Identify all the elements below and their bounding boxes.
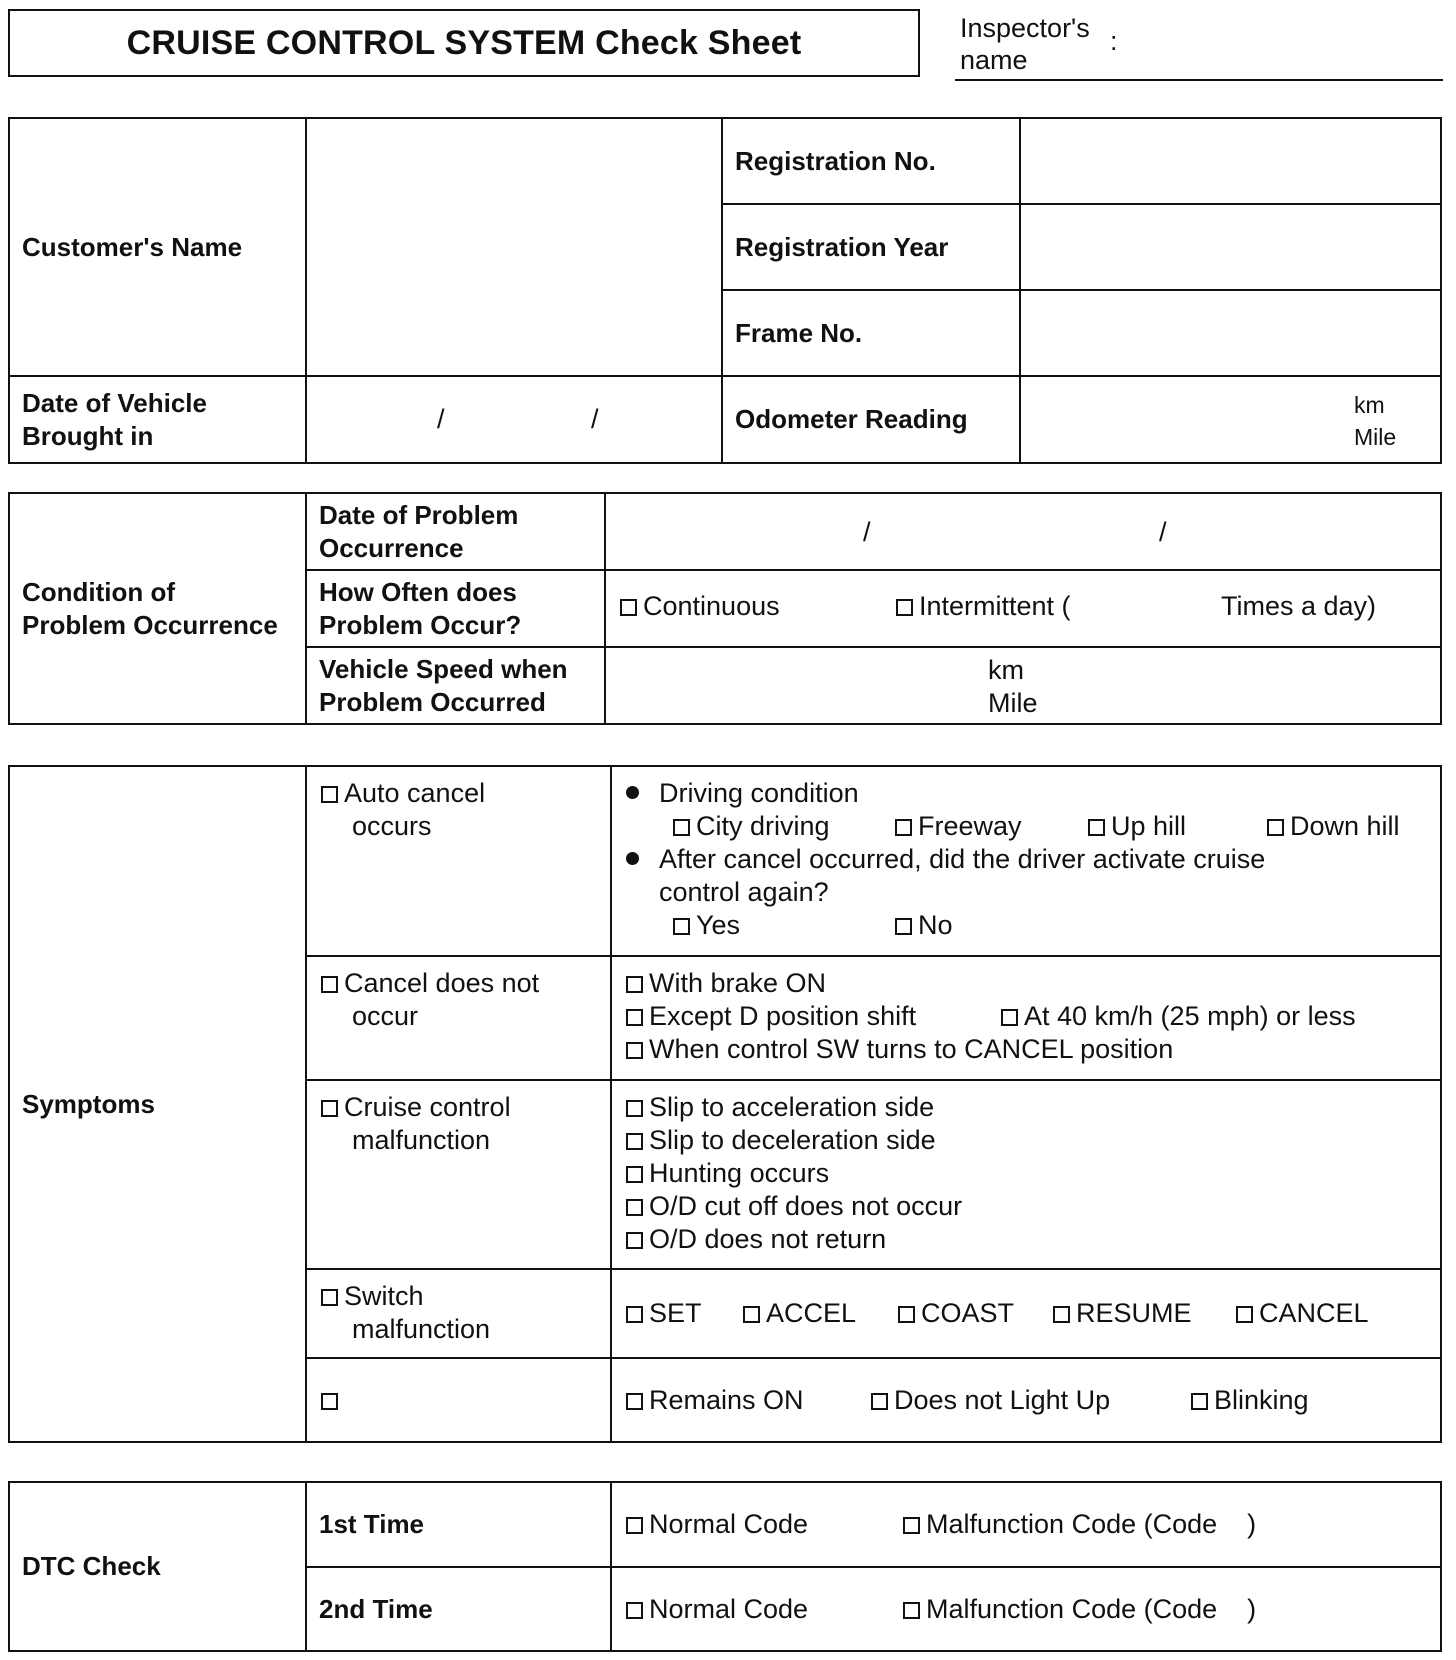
customer-name-field[interactable] (306, 118, 722, 376)
checkbox[interactable] (1236, 1306, 1253, 1323)
checkbox[interactable] (626, 1306, 643, 1323)
label-text: After cancel occurred, did the driver activate cruise (659, 844, 1266, 874)
option-set[interactable] (626, 1297, 743, 1330)
checkbox[interactable] (626, 1232, 643, 1249)
switch-malfunction-label-line1 (321, 1280, 596, 1313)
auto-cancel-label-line2: occurs (352, 811, 432, 841)
label-text: Slip to acceleration side (649, 1092, 935, 1122)
unit-mile: Mile (988, 688, 1038, 718)
option-remains-on[interactable] (626, 1384, 871, 1417)
unit-km: km (1354, 392, 1385, 418)
checkbox[interactable] (321, 1100, 338, 1117)
date-brought-field[interactable] (306, 376, 722, 463)
label-text: Switch (344, 1281, 424, 1311)
option-city-driving[interactable] (673, 810, 895, 843)
checkbox[interactable] (871, 1393, 888, 1410)
checkbox[interactable] (626, 976, 643, 993)
label-text: Normal Code (649, 1509, 809, 1539)
vehicle-info-table (8, 117, 1442, 464)
yes-no-options (626, 909, 1426, 942)
label-text: Yes (696, 910, 741, 940)
label-text: Does not Light Up (894, 1384, 1111, 1415)
odometer-units (1354, 389, 1396, 453)
dtc-second-time-label: 2nd Time (306, 1567, 611, 1651)
switch-options (626, 1297, 1426, 1330)
switch-malfunction-option[interactable] (306, 1269, 611, 1358)
label-text: Up hill (1111, 811, 1187, 841)
label-text: Driving condition (659, 778, 859, 808)
dtc-second-time-options (611, 1567, 1441, 1651)
option-coast[interactable] (898, 1297, 1053, 1330)
dtc-section-label: DTC Check (9, 1482, 306, 1651)
inspector-label-line2: name (960, 45, 1028, 75)
option-accel[interactable] (743, 1297, 898, 1330)
how-often-label-line1: How Often does (319, 576, 517, 607)
label-text: O/D does not return (649, 1224, 887, 1254)
option-malfunction-code[interactable] (903, 1593, 1217, 1626)
cruise-malfunction-label-line1 (321, 1091, 596, 1124)
checkbox[interactable] (626, 1517, 643, 1534)
checkbox[interactable] (1001, 1009, 1018, 1026)
option-normal-code[interactable] (626, 1593, 903, 1626)
option-cancel-sw[interactable] (626, 1033, 1426, 1066)
driving-condition-heading (626, 777, 1426, 810)
option-resume[interactable] (1053, 1297, 1236, 1330)
label-text: COAST (921, 1298, 1015, 1328)
customer-name-label: Customer's Name (9, 118, 306, 376)
label-text: At 40 km/h (25 mph) or less (1024, 1001, 1356, 1031)
vehicle-speed-label (306, 647, 605, 724)
label-text: CANCEL (1259, 1298, 1369, 1328)
cancel-question-line2: control again? (659, 877, 829, 907)
option-at-40[interactable] (1001, 1000, 1356, 1033)
label-text: Cancel does not (344, 968, 540, 998)
times-a-day-label: Times a day) (1221, 591, 1377, 621)
driving-condition-options (626, 810, 1426, 843)
cruise-malfunction-details (611, 1080, 1441, 1269)
checkbox[interactable] (903, 1517, 920, 1534)
occurrence-section-label-line1: Condition of (22, 576, 176, 607)
label-text: Slip to deceleration side (649, 1125, 936, 1155)
problem-date-label-line2: Occurrence (319, 532, 464, 563)
date-separator: / (591, 404, 599, 434)
indicator-option[interactable] (306, 1358, 611, 1442)
shift-speed-options (626, 1000, 1426, 1033)
option-up-hill[interactable] (1088, 810, 1267, 843)
checkbox[interactable] (895, 819, 912, 836)
switch-malfunction-details (611, 1269, 1441, 1358)
odometer-label: Odometer Reading (722, 376, 1020, 463)
cruise-malfunction-option[interactable] (306, 1080, 611, 1269)
option-down-hill[interactable] (1267, 810, 1400, 843)
problem-date-field[interactable] (605, 493, 1441, 570)
checkbox[interactable] (896, 599, 913, 616)
continuous-label: Continuous (643, 591, 780, 621)
date-brought-label (9, 376, 306, 463)
how-often-label-line2: Problem Occur? (319, 609, 522, 640)
date-brought-label-line1: Date of Vehicle (22, 387, 207, 418)
registration-year-label: Registration Year (722, 204, 1020, 290)
dtc-code-options (626, 1593, 1426, 1626)
cancel-not-occur-details (611, 956, 1441, 1080)
option-brake-on[interactable] (626, 967, 1426, 1000)
problem-date-label-line1: Date of Problem (319, 499, 519, 530)
code-close-paren: ) (1247, 1509, 1257, 1539)
checkbox[interactable] (626, 1133, 643, 1150)
checkbox[interactable] (903, 1602, 920, 1619)
cancel-not-occur-option[interactable] (306, 956, 611, 1080)
date-separator: / (437, 404, 445, 434)
bullet-icon (626, 786, 639, 799)
checkbox[interactable] (626, 1166, 643, 1183)
label-text: Remains ON (649, 1384, 804, 1415)
inspector-label (960, 12, 1090, 76)
label-text: Normal Code (649, 1593, 809, 1624)
dtc-check-table (8, 1481, 1442, 1652)
option-slip-deceleration[interactable] (626, 1124, 1426, 1157)
label-text: Auto cancel (344, 778, 486, 808)
dtc-code-options (626, 1508, 1426, 1541)
label-text: Blinking (1214, 1384, 1309, 1415)
option-freeway[interactable] (895, 810, 1088, 843)
vehicle-speed-label-line2: Problem Occurred (319, 686, 546, 717)
option-yes[interactable] (673, 909, 895, 942)
option-slip-acceleration[interactable] (626, 1091, 1426, 1124)
bullet-icon (626, 852, 639, 865)
cancel-not-occur-label-line2: occur (352, 1001, 419, 1031)
label-text: With brake ON (649, 968, 827, 998)
vehicle-speed-field[interactable] (605, 647, 1441, 724)
frame-no-field[interactable] (1020, 290, 1441, 376)
registration-no-field[interactable] (1020, 118, 1441, 204)
how-often-options (605, 570, 1441, 647)
checkbox[interactable] (321, 786, 338, 803)
label-text: Malfunction Code (Code (926, 1509, 1218, 1539)
label-text: Malfunction Code (Code (926, 1593, 1218, 1624)
indicator-options (626, 1384, 1426, 1417)
registration-year-field[interactable] (1020, 204, 1441, 290)
switch-malfunction-label-line2: malfunction (352, 1314, 491, 1344)
cancel-not-occur-label-line1 (321, 967, 596, 1000)
label-text: City driving (696, 811, 830, 841)
label-text: ACCEL (766, 1298, 857, 1328)
cancel-question-line1 (626, 843, 1426, 876)
label-text: When control SW turns to CANCEL position (649, 1034, 1174, 1064)
date-separator: / (863, 517, 871, 547)
checkbox[interactable] (895, 918, 912, 935)
checkbox[interactable] (1053, 1306, 1070, 1323)
option-except-d[interactable] (626, 1000, 1001, 1033)
checkbox[interactable] (673, 918, 690, 935)
checkbox[interactable] (626, 1009, 643, 1026)
label-text: O/D cut off does not occur (649, 1191, 963, 1221)
date-separator: / (1159, 517, 1167, 547)
auto-cancel-details (611, 766, 1441, 956)
checkbox[interactable] (321, 976, 338, 993)
page-title: CRUISE CONTROL SYSTEM Check Sheet (8, 9, 920, 77)
option-does-not-light-up[interactable] (871, 1384, 1191, 1417)
label-text: Except D position shift (649, 1001, 917, 1031)
checkbox[interactable] (1088, 819, 1105, 836)
intermittent-option[interactable] (896, 591, 1071, 622)
label-text: Freeway (918, 811, 1022, 841)
odometer-field[interactable] (1020, 376, 1441, 463)
checkbox[interactable] (1191, 1393, 1208, 1410)
option-cancel[interactable] (1236, 1297, 1369, 1330)
date-brought-label-line2: Brought in (22, 420, 154, 451)
checkbox[interactable] (620, 599, 637, 616)
option-normal-code[interactable] (626, 1508, 903, 1541)
unit-km: km (988, 655, 1024, 685)
checkbox[interactable] (626, 1199, 643, 1216)
option-malfunction-code[interactable] (903, 1508, 1217, 1541)
option-od-not-return[interactable] (626, 1223, 1426, 1256)
inspector-colon: : (1110, 26, 1118, 56)
checkbox[interactable] (626, 1100, 643, 1117)
option-hunting[interactable] (626, 1157, 1426, 1190)
checkbox[interactable] (673, 819, 690, 836)
vehicle-speed-label-line1: Vehicle Speed when (319, 653, 568, 684)
occurrence-section-label (9, 493, 306, 724)
speed-units (988, 654, 1038, 720)
inspector-label-line1: Inspector's (960, 13, 1090, 43)
frame-no-label: Frame No. (722, 290, 1020, 376)
checkbox[interactable] (898, 1306, 915, 1323)
label-text: Down hill (1290, 811, 1400, 841)
label-text: Cruise control (344, 1092, 511, 1122)
checkbox[interactable] (626, 1042, 643, 1059)
unit-mile: Mile (1354, 424, 1397, 450)
label-text: No (918, 910, 953, 940)
indicator-details (611, 1358, 1441, 1442)
checkbox[interactable] (1267, 819, 1284, 836)
checkbox[interactable] (626, 1393, 643, 1410)
registration-no-label: Registration No. (722, 118, 1020, 204)
checkbox[interactable] (321, 1393, 338, 1410)
inspector-name-field[interactable] (955, 79, 1443, 81)
occurrence-section-label-line2: Problem Occurrence (22, 609, 278, 640)
label-text: Hunting occurs (649, 1158, 830, 1188)
dtc-first-time-options (611, 1482, 1441, 1567)
symptoms-section-label: Symptoms (9, 766, 306, 1442)
checkbox[interactable] (626, 1602, 643, 1619)
option-blinking[interactable] (1191, 1384, 1309, 1417)
auto-cancel-option[interactable] (306, 766, 611, 956)
auto-cancel-label-line1 (321, 777, 596, 810)
continuous-option[interactable] (620, 591, 780, 622)
cruise-malfunction-label-line2: malfunction (352, 1125, 491, 1155)
how-often-label (306, 570, 605, 647)
option-od-cut-off[interactable] (626, 1190, 1426, 1223)
label-text: SET (649, 1298, 702, 1328)
intermittent-label: Intermittent ( (919, 591, 1071, 621)
code-close-paren: ) (1247, 1593, 1257, 1624)
dtc-first-time-label: 1st Time (306, 1482, 611, 1567)
checkbox[interactable] (321, 1289, 338, 1306)
label-text: RESUME (1076, 1298, 1192, 1328)
checkbox[interactable] (743, 1306, 760, 1323)
problem-date-label (306, 493, 605, 570)
option-no[interactable] (895, 909, 953, 942)
occurrence-table (8, 492, 1442, 725)
symptoms-table (8, 765, 1442, 1443)
